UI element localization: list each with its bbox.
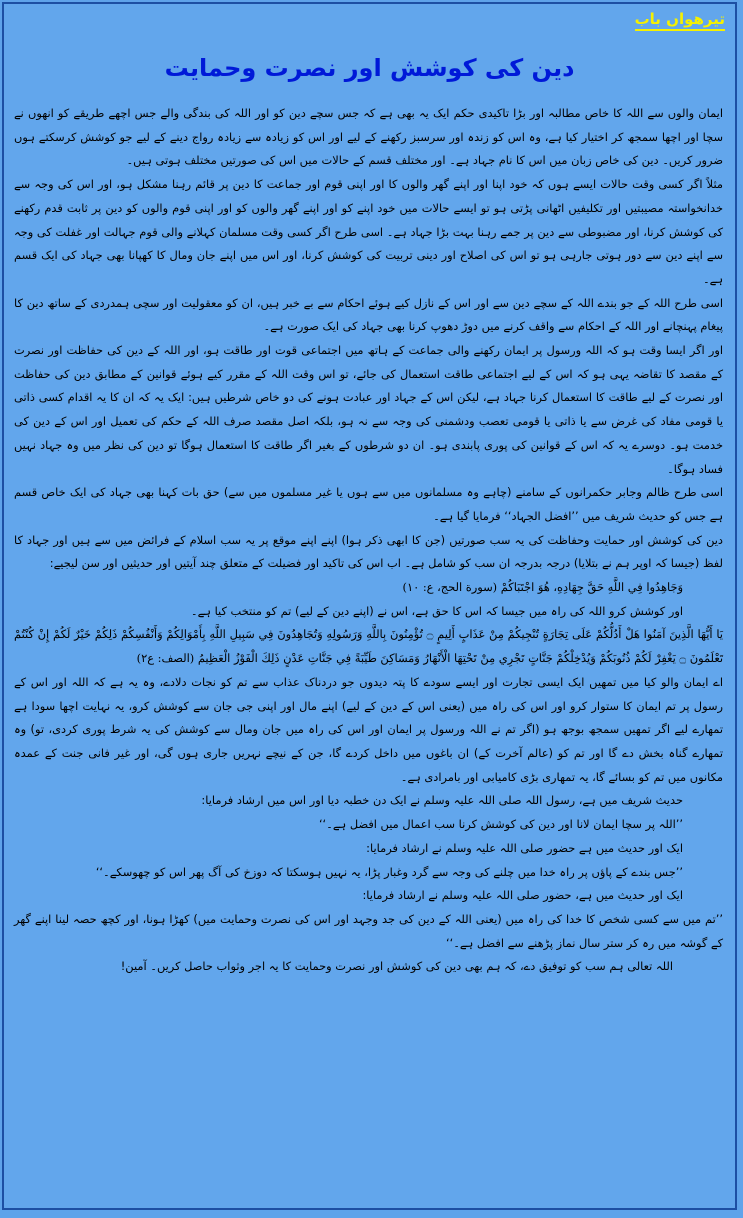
article-body xyxy=(14,102,723,979)
hadith-text: ’’جس بندے کے پاؤں پر راہ خدا میں چلنے کی وجہ سے گرد وغبار پڑا، یہ نہیں ہوسکتا کہ دوزخ کی آگ پھر اس کو چھوسکے۔‘‘ xyxy=(95,864,683,879)
verse-translation: اور کوشش کرو اللہ کی راہ میں جیسا کہ اس کا حق ہے، اس نے (اپنے دین کے لیے) تم کو منتخب کیا ہے۔ xyxy=(190,603,683,618)
chapter-label: تیرھواں باب xyxy=(635,10,725,31)
paragraph: ایمان والوں سے اللہ کا خاص مطالبہ اور بڑا تاکیدی حکم ایک یہ بھی ہے کہ جس سچے دین کو اور اللہ کی بندگی والے جس اچھے طریقے کو انھوں نے سچا اور اچھا سمجھ کر اختیار کیا ہے، وہ اس کو زندہ اور سرسبز رکھنے کے لیے اور اس کو زیادہ سے زیادہ رواج دینے کے لیے جو کوشش کرسکتے ہوں ضرور کریں۔ دین کی خاص زبان میں اس کا نام جہاد ہے۔ اور مختلف قسم کے حالات میں اس کی صورتیں مختلف ہوتی ہیں۔ xyxy=(14,106,723,168)
hadith-text: ’’تم میں سے کسی شخص کا خدا کی راہ میں (یعنی اللہ کے دین کی جد وجہد اور اس کی نصرت وحمایت میں) کھڑا ہونا، اور کچھ حصہ لینا اپنے گھر کے گوشہ میں رہ کر ستر سال نماز پڑھنے سے افضل ہے۔‘‘ xyxy=(14,911,723,950)
page-title: دین کی کوشش اور نصرت وحمایت xyxy=(164,54,575,82)
paragraph: اسی طرح ظالم وجابر حکمرانوں کے سامنے (چاہے وہ مسلمانوں میں سے ہوں یا غیر مسلموں میں سے) حق بات کہنا بھی جہاد کی ایک خاص قسم ہے جس کو حدیث شریف میں ’’افضل الجہاد‘‘ فرمایا گیا ہے۔ xyxy=(14,485,723,523)
paragraph: اور اگر ایسا وقت ہو کہ اللہ ورسول پر ایمان رکھنے والی جماعت کے ہاتھ میں اجتماعی قوت اور طاقت ہو، اور اللہ کے دین کی حفاظت اور نصرت کے مقصد کا تقاضہ یہی ہو کہ اس کے لیے اجتماعی طاقت استعمال کی جائے، تو اس وقت اللہ کے مقرر کیے ہوئے قوانین کے مطابق دین کی حفاظت اور نصرت کے لیے طاقت کا استعمال کرنا جہاد ہے، لیکن اس کے جہاد اور عبادت ہونے کی دو خاص شرطیں ہیں: ایک یہ کہ ان کا یہ اقدام کسی ذاتی یا قومی مفاد کی غرض سے یا ذاتی یا قومی تعصب ودشمنی کی وجہ سے نہ ہو، بلکہ اصل مقصد صرف اللہ کے حکم کی تعمیل اور اس کے دین کی خدمت ہو۔ دوسرے یہ کہ اس کے قوانین کی پوری پابندی ہو۔ ان دو شرطوں کے بغیر اگر طاقت کا استعمال ہوگا تو دین کی نظر میں وہ جہاد نہیں فساد ہوگا۔ xyxy=(14,343,723,476)
hadith-text: ’’اللہ پر سچا ایمان لانا اور دین کی کوشش کرنا سب اعمال میں افضل ہے۔‘‘ xyxy=(318,817,683,832)
paragraph: مثلاً اگر کسی وقت حالات ایسے ہوں کہ خود اپنا اور اپنے گھر والوں کا اور اپنی قوم اور جماعت کا دین پر قائم رہنا مشکل ہو، اور اس کی وجہ سے خدانخواستہ مصیبتیں اور تکلیفیں اٹھانی پڑتی ہو تو ایسے حالات میں خود اپنے کو اور اپنے گھر والوں کو اور اپنی قوم والوں کو دین پر ثابت قدم رکھنے کی کوشش کرنا، اور مضبوطی سے دین پر جمے رہنا بہت بڑا جہاد ہے۔ اسی طرح اگر کسی وقت مسلمان کہلانے والی قوم جہالت اور غفلت کی وجہ سے اپنے دین سے دور ہوتی جارہی ہو تو اس کی اصلاح اور دینی تربیت کی کوشش کرنا، اور اس میں اپنے جان ومال کا کھپانا بھی جہاد کی ایک قسم ہے۔ xyxy=(14,177,723,286)
quran-verse: يَا أَيُّهَا الَّذِينَ آمَنُوا هَلْ أَدُلُّكُمْ عَلَى تِجَارَةٍ تُنْجِيكُمْ مِنْ عَذَابٍ أَلِيمٍ ۝ تُؤْمِنُونَ بِاللَّهِ وَرَسُولِهِ وَتُجَاهِدُونَ فِي سَبِيلِ اللَّهِ بِأَمْوَالِكُمْ وَأَنْفُسِكُمْ ذَلِكُمْ خَيْرٌ لَكُمْ إِنْ كُنْتُمْ تَعْلَمُونَ ۝ يَغْفِرْ لَكُمْ ذُنُوبَكُمْ وَيُدْخِلْكُمْ جَنَّاتٍ تَجْرِي مِنْ تَحْتِهَا الْأَنْهَارُ وَمَسَاكِنَ طَيِّبَةً فِي جَنَّاتِ عَدْنٍ ذَلِكَ الْفَوْزُ الْعَظِيمُ (الصف: ع٢) xyxy=(14,627,723,666)
hadith-intro: ایک اور حدیث میں ہے، حضور صلی اللہ علیہ وسلم نے ارشاد فرمایا: xyxy=(362,888,683,903)
hadith-intro: ایک اور حدیث میں ہے حضور صلی اللہ علیہ وسلم نے ارشاد فرمایا: xyxy=(366,840,683,855)
closing-prayer: اللہ تعالی ہم سب کو توفیق دے، کہ ہم بھی دین کی کوشش اور نصرت وحمایت کا یہ اجر وثواب حاصل کریں۔ آمین! xyxy=(120,959,673,974)
quran-verse: وَجَاهِدُوا فِي اللَّهِ حَقَّ جِهَادِهِ، هُوَ اجْتَبَاكُمْ (سورة الحج، ع: ١٠) xyxy=(402,580,683,595)
paragraph: دین کی کوشش اور حمایت وحفاظت کی یہ سب صورتیں (جن کا ابھی ذکر ہوا) اپنے اپنے موقع پر یہ سب اسلام کے فرائض میں سے ہیں اور جہاد کا لفظ (جیسا کہ اوپر ہم نے بتلایا) درجہ بدرجہ ان سب کو شامل ہے۔ اب اس کی تاکید اور فضیلت کے متعلق چند آیتیں اور حدیثیں اور سن لیجیے: xyxy=(14,532,723,571)
page xyxy=(2,2,737,1210)
verse-translation: اے ایمان والو کیا میں تمھیں ایک ایسی تجارت اور ایسے سودے کا پتہ دیدوں جو دردناک عذاب سے تم کو نجات دلادے، وہ یہ ہے کہ اللہ اور اس کے رسول پر تم ایمان کا ستوار کرو اور اس کی راہ میں (یعنی اس کے دین کے لیے) اپنے مال اور اپنی جی جان سے کوشش کرو، یہ نہایت اچھا سودا ہے تمھارے لیے اگر تمھیں سمجھ بوجھ ہو (اگر تم نے اللہ ورسول پر ایمان اور اس کی راہ میں جان ومال سے کوشش کی یہ شرط پوری کردی، تو) وہ تمھارے گناہ بخش دے گا اور تم کو (عالم آخرت کے) ان باغوں میں داخل کردے گا، جن کے نیچے نہریں جاری ہوں گی، اور غیر فانی جنت کے عمدہ مکانوں میں تم کو بسائے گا، یہ تمھاری بڑی کامیابی اور بامرادی ہے۔ xyxy=(14,674,723,784)
paragraph: اسی طرح اللہ کے جو بندے اللہ کے سچے دین سے اور اس کے نازل کیے ہوئے احکام سے بے خبر ہیں، ان کو معقولیت اور سچی ہمدردی کے ساتھ دین کا پیغام پہنچانے اور اللہ کے احکام سے واقف کرنے میں دوڑ دھوپ کرنا بھی جہاد کی ایک صورت ہے۔ xyxy=(14,295,723,334)
hadith-intro: حدیث شریف میں ہے، رسول اللہ صلی اللہ علیہ وسلم نے ایک دن خطبہ دیا اور اس میں ارشاد فرمایا: xyxy=(201,793,683,808)
